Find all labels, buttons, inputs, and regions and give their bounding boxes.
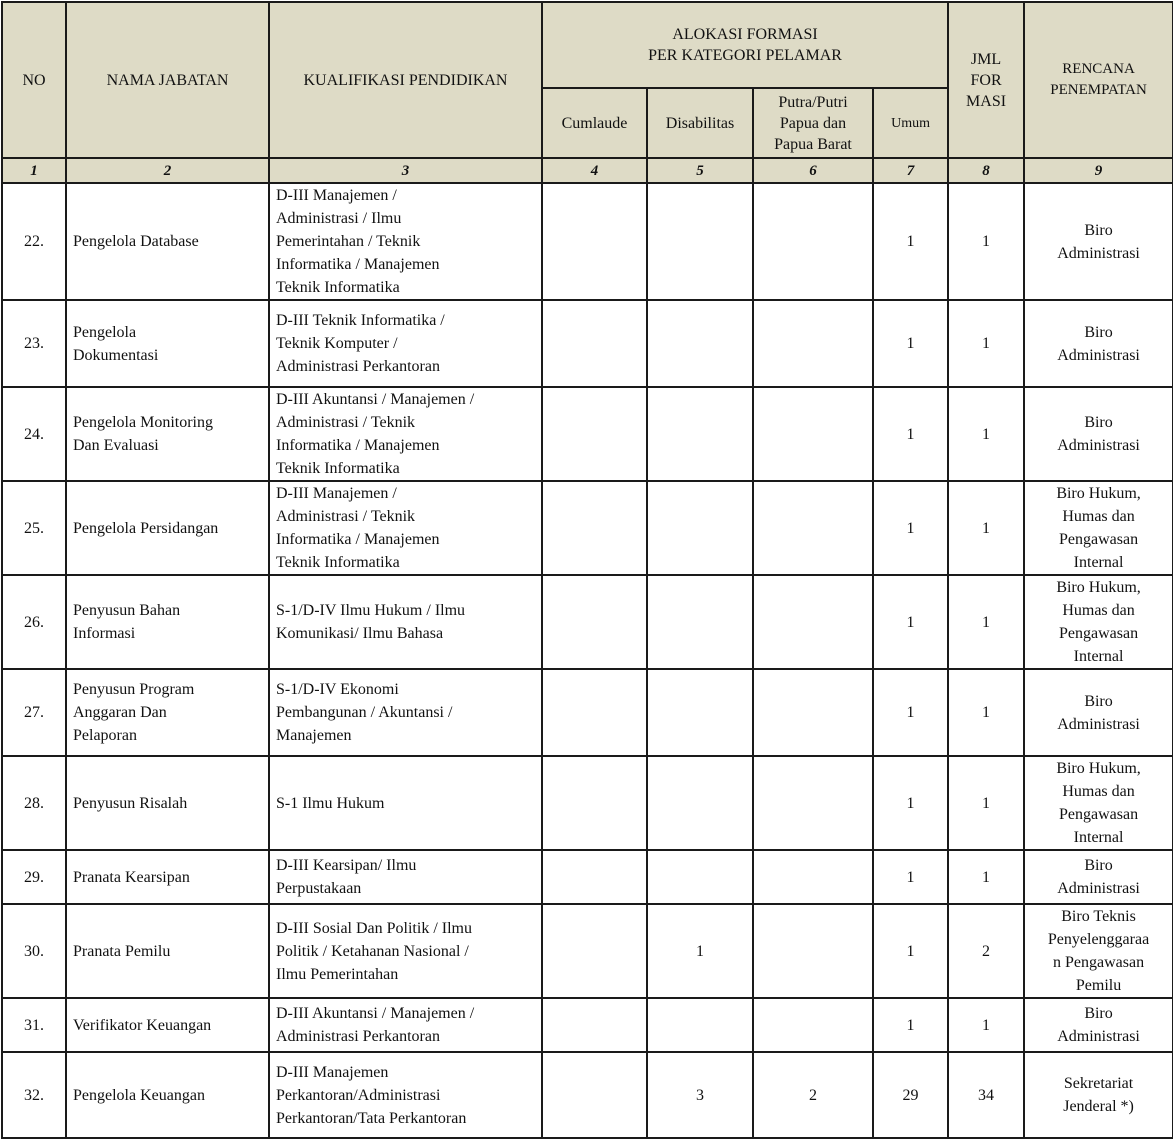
jml-formasi: 2 xyxy=(948,904,1024,998)
papua-count xyxy=(753,998,873,1052)
nama-jabatan-line: Informasi xyxy=(73,625,136,642)
nama-jabatan xyxy=(66,756,269,850)
kualifikasi-pendidikan-line: D-III Teknik Informatika / xyxy=(276,312,445,329)
row-number: 31. xyxy=(2,998,66,1052)
nama-jabatan-line: Anggaran Dan xyxy=(73,704,167,721)
disabilitas-count xyxy=(647,481,753,575)
kualifikasi-pendidikan-line: S-1/D-IV Ilmu Hukum / Ilmu xyxy=(276,602,466,619)
rencana-penempatan-line: Administrasi xyxy=(1057,346,1140,364)
rencana-penempatan xyxy=(1024,1052,1173,1138)
table-row xyxy=(2,756,1173,850)
nama-jabatan-line: Pengelola xyxy=(73,323,137,341)
kualifikasi-pendidikan-line: D-III Akuntansi / Manajemen / xyxy=(276,391,475,408)
jml-formasi: 1 xyxy=(948,183,1024,300)
jml-formasi: 1 xyxy=(948,998,1024,1052)
cumlaude-count xyxy=(542,756,647,850)
rencana-penempatan xyxy=(1024,481,1173,575)
rencana-penempatan-line: n Pengawasan xyxy=(1053,954,1145,971)
rencana-penempatan-line: Biro xyxy=(1084,323,1113,341)
kualifikasi-pendidikan-line: Perkantoran/Administrasi xyxy=(276,1086,441,1104)
disabilitas-count xyxy=(647,387,753,481)
rencana-penempatan-line: Biro xyxy=(1084,692,1113,710)
kualifikasi-pendidikan-line: D-III Kearsipan/ Ilmu xyxy=(276,857,417,874)
header-papua: Putra/Putri Papua dan Papua Barat xyxy=(753,88,873,158)
rencana-penempatan-line: Humas dan xyxy=(1062,783,1135,800)
nama-jabatan-line: Dokumentasi xyxy=(73,346,159,364)
papua-count xyxy=(753,575,873,669)
rencana-penempatan xyxy=(1024,850,1173,904)
kualifikasi-pendidikan-line: Teknik Informatika xyxy=(276,279,400,296)
rencana-penempatan-line: Biro xyxy=(1084,414,1113,431)
jml-formasi: 1 xyxy=(948,850,1024,904)
rencana-penempatan-line: Sekretariat xyxy=(1063,1075,1134,1092)
nama-jabatan-line: Dan Evaluasi xyxy=(73,437,159,454)
rencana-penempatan-line: Administrasi xyxy=(1057,715,1140,733)
rencana-penempatan xyxy=(1024,998,1173,1052)
rencana-penempatan xyxy=(1024,300,1173,387)
table-row xyxy=(2,1052,1173,1138)
row-number: 27. xyxy=(2,669,66,756)
kualifikasi-pendidikan-line: Administrasi Perkantoran xyxy=(276,1028,440,1045)
header-cumlaude: Cumlaude xyxy=(542,88,647,158)
nama-jabatan-line: Penyusun Program xyxy=(73,681,195,698)
rencana-penempatan-line: Humas dan xyxy=(1062,602,1135,619)
row-number: 24. xyxy=(2,387,66,481)
column-number: 2 xyxy=(66,158,269,183)
nama-jabatan-line: Pelaporan xyxy=(73,727,137,744)
kualifikasi-pendidikan xyxy=(269,387,542,481)
table-row xyxy=(2,387,1173,481)
table-row xyxy=(2,904,1173,998)
cumlaude-count xyxy=(542,300,647,387)
disabilitas-count xyxy=(647,756,753,850)
nama-jabatan xyxy=(66,300,269,387)
header-kualifikasi: KUALIFIKASI PENDIDIKAN xyxy=(269,2,542,158)
row-number: 26. xyxy=(2,575,66,669)
rencana-penempatan-line: Biro Hukum, xyxy=(1056,485,1141,502)
cumlaude-count xyxy=(542,481,647,575)
column-number: 4 xyxy=(542,158,647,183)
umum-count: 29 xyxy=(873,1052,948,1138)
kualifikasi-pendidikan-line: Politik / Ketahanan Nasional / xyxy=(276,942,469,960)
kualifikasi-pendidikan xyxy=(269,669,542,756)
rencana-penempatan-line: Biro Teknis xyxy=(1061,908,1136,925)
kualifikasi-pendidikan-line: Manajemen xyxy=(276,727,352,744)
rencana-penempatan xyxy=(1024,183,1173,300)
table-row xyxy=(2,183,1173,300)
jml-formasi: 1 xyxy=(948,387,1024,481)
umum-count: 1 xyxy=(873,183,948,300)
disabilitas-count xyxy=(647,183,753,300)
kualifikasi-pendidikan-line: Administrasi / Teknik xyxy=(276,508,416,525)
nama-jabatan xyxy=(66,1052,269,1138)
disabilitas-count: 3 xyxy=(647,1052,753,1138)
umum-count: 1 xyxy=(873,904,948,998)
cumlaude-count xyxy=(542,575,647,669)
rencana-penempatan-line: Internal xyxy=(1073,554,1124,571)
rencana-penempatan-line: Biro xyxy=(1084,1005,1113,1022)
kualifikasi-pendidikan-line: Perpustakaan xyxy=(276,880,362,897)
rencana-penempatan-line: Pengawasan xyxy=(1059,625,1139,642)
kualifikasi-pendidikan-line: Teknik Informatika xyxy=(276,460,400,477)
header-disabilitas: Disabilitas xyxy=(647,88,753,158)
kualifikasi-pendidikan-line: Administrasi Perkantoran xyxy=(276,358,440,375)
papua-count: 2 xyxy=(753,1052,873,1138)
column-number: 5 xyxy=(647,158,753,183)
row-number: 32. xyxy=(2,1052,66,1138)
table-row xyxy=(2,300,1173,387)
rencana-penempatan-line: Biro xyxy=(1084,857,1113,874)
kualifikasi-pendidikan xyxy=(269,481,542,575)
umum-count: 1 xyxy=(873,669,948,756)
nama-jabatan xyxy=(66,387,269,481)
rencana-penempatan-line: Administrasi xyxy=(1057,244,1140,262)
nama-jabatan xyxy=(66,998,269,1052)
table-row xyxy=(2,998,1173,1052)
kualifikasi-pendidikan-line: D-III Akuntansi / Manajemen / xyxy=(276,1005,475,1022)
kualifikasi-pendidikan-line: Perkantoran/Tata Perkantoran xyxy=(276,1109,467,1127)
rencana-penempatan-line: Penyelenggaraa xyxy=(1047,931,1150,948)
rencana-penempatan xyxy=(1024,387,1173,481)
formasi-table xyxy=(1,1,1173,1139)
disabilitas-count xyxy=(647,575,753,669)
jml-formasi: 1 xyxy=(948,300,1024,387)
rencana-penempatan xyxy=(1024,756,1173,850)
kualifikasi-pendidikan-line: Teknik Komputer / xyxy=(276,335,398,352)
kualifikasi-pendidikan-line: Informatika / Manajemen xyxy=(276,437,440,454)
row-number: 22. xyxy=(2,183,66,300)
header-umum: Umum xyxy=(873,88,948,158)
papua-count xyxy=(753,669,873,756)
disabilitas-count xyxy=(647,669,753,756)
header-rencana-penempatan: RENCANA PENEMPATAN xyxy=(1024,2,1173,158)
table-row xyxy=(2,575,1173,669)
kualifikasi-pendidikan-line: D-III Manajemen / xyxy=(276,187,397,204)
rencana-penempatan-line: Jenderal *) xyxy=(1063,1098,1134,1115)
kualifikasi-pendidikan-line: S-1/D-IV Ekonomi xyxy=(276,681,399,698)
umum-count: 1 xyxy=(873,481,948,575)
column-number-row xyxy=(2,158,1173,183)
cumlaude-count xyxy=(542,904,647,998)
row-number: 25. xyxy=(2,481,66,575)
jml-formasi: 1 xyxy=(948,669,1024,756)
rencana-penempatan-line: Humas dan xyxy=(1062,508,1135,525)
kualifikasi-pendidikan-line: Ilmu Pemerintahan xyxy=(276,965,399,983)
rencana-penempatan-line: Pengawasan xyxy=(1059,806,1139,823)
rencana-penempatan-line: Biro Hukum, xyxy=(1056,760,1141,777)
rencana-penempatan-line: Biro xyxy=(1084,221,1113,239)
column-number: 3 xyxy=(269,158,542,183)
rencana-penempatan xyxy=(1024,669,1173,756)
nama-jabatan xyxy=(66,669,269,756)
jml-formasi: 34 xyxy=(948,1052,1024,1138)
rencana-penempatan-line: Internal xyxy=(1073,648,1124,665)
papua-count xyxy=(753,183,873,300)
kualifikasi-pendidikan-line: Informatika / Manajemen xyxy=(276,531,440,548)
nama-jabatan-line: Pranata Kearsipan xyxy=(73,868,190,886)
nama-jabatan-line: Pengelola Monitoring xyxy=(73,414,213,431)
jml-formasi: 1 xyxy=(948,481,1024,575)
umum-count: 1 xyxy=(873,850,948,904)
column-number: 7 xyxy=(873,158,948,183)
umum-count: 1 xyxy=(873,998,948,1052)
kualifikasi-pendidikan-line: D-III Manajemen / xyxy=(276,485,397,502)
nama-jabatan xyxy=(66,183,269,300)
nama-jabatan-line: Penyusun Risalah xyxy=(73,794,188,812)
kualifikasi-pendidikan-line: Administrasi / Teknik xyxy=(276,414,416,431)
column-number: 9 xyxy=(1024,158,1173,183)
header-no: NO xyxy=(2,2,66,158)
rencana-penempatan-line: Internal xyxy=(1073,829,1124,846)
cumlaude-count xyxy=(542,850,647,904)
cumlaude-count xyxy=(542,1052,647,1138)
nama-jabatan-line: Verifikator Keuangan xyxy=(73,1016,212,1034)
umum-count: 1 xyxy=(873,387,948,481)
cumlaude-count xyxy=(542,998,647,1052)
nama-jabatan-line: Pengelola Persidangan xyxy=(73,519,219,537)
nama-jabatan xyxy=(66,481,269,575)
kualifikasi-pendidikan xyxy=(269,904,542,998)
kualifikasi-pendidikan-line: D-III Manajemen xyxy=(276,1063,389,1081)
kualifikasi-pendidikan xyxy=(269,850,542,904)
disabilitas-count xyxy=(647,300,753,387)
cumlaude-count xyxy=(542,669,647,756)
rencana-penempatan-line: Administrasi xyxy=(1057,437,1140,454)
papua-count xyxy=(753,387,873,481)
row-number: 30. xyxy=(2,904,66,998)
header-nama-jabatan: NAMA JABATAN xyxy=(66,2,269,158)
row-number: 28. xyxy=(2,756,66,850)
table-row xyxy=(2,481,1173,575)
kualifikasi-pendidikan xyxy=(269,998,542,1052)
umum-count: 1 xyxy=(873,300,948,387)
papua-count xyxy=(753,850,873,904)
row-number: 23. xyxy=(2,300,66,387)
rencana-penempatan-line: Pemilu xyxy=(1075,977,1122,994)
kualifikasi-pendidikan xyxy=(269,183,542,300)
nama-jabatan-line: Pranata Pemilu xyxy=(73,942,171,960)
rencana-penempatan xyxy=(1024,904,1173,998)
nama-jabatan xyxy=(66,850,269,904)
kualifikasi-pendidikan-line: Informatika / Manajemen xyxy=(276,256,440,273)
cumlaude-count xyxy=(542,387,647,481)
column-number: 6 xyxy=(753,158,873,183)
header-alokasi: ALOKASI FORMASI PER KATEGORI PELAMAR xyxy=(542,2,948,88)
kualifikasi-pendidikan-line: Teknik Informatika xyxy=(276,554,400,571)
rencana-penempatan-line: Administrasi xyxy=(1057,1028,1140,1045)
row-number: 29. xyxy=(2,850,66,904)
nama-jabatan xyxy=(66,904,269,998)
table-row xyxy=(2,669,1173,756)
column-number: 1 xyxy=(2,158,66,183)
rencana-penempatan-line: Administrasi xyxy=(1057,880,1140,897)
rencana-penempatan-line: Biro Hukum, xyxy=(1056,579,1141,596)
kualifikasi-pendidikan-line: D-III Sosial Dan Politik / Ilmu xyxy=(276,919,472,937)
kualifikasi-pendidikan-line: Pemerintahan / Teknik xyxy=(276,233,421,250)
umum-count: 1 xyxy=(873,756,948,850)
column-number: 8 xyxy=(948,158,1024,183)
disabilitas-count: 1 xyxy=(647,904,753,998)
nama-jabatan-line: Penyusun Bahan xyxy=(73,602,181,619)
kualifikasi-pendidikan-line: Pembangunan / Akuntansi / xyxy=(276,704,453,721)
disabilitas-count xyxy=(647,998,753,1052)
cumlaude-count xyxy=(542,183,647,300)
papua-count xyxy=(753,756,873,850)
kualifikasi-pendidikan-line: S-1 Ilmu Hukum xyxy=(276,794,385,812)
rencana-penempatan xyxy=(1024,575,1173,669)
kualifikasi-pendidikan-line: Administrasi / Ilmu xyxy=(276,210,402,227)
papua-count xyxy=(753,300,873,387)
kualifikasi-pendidikan xyxy=(269,1052,542,1138)
table-row xyxy=(2,850,1173,904)
header-jml-formasi: JML FOR MASI xyxy=(948,2,1024,158)
nama-jabatan-line: Pengelola Keuangan xyxy=(73,1086,205,1104)
jml-formasi: 1 xyxy=(948,575,1024,669)
kualifikasi-pendidikan-line: Komunikasi/ Ilmu Bahasa xyxy=(276,625,444,642)
table-body xyxy=(2,183,1173,1138)
nama-jabatan-line: Pengelola Database xyxy=(73,233,199,250)
kualifikasi-pendidikan xyxy=(269,575,542,669)
papua-count xyxy=(753,904,873,998)
umum-count: 1 xyxy=(873,575,948,669)
rencana-penempatan-line: Pengawasan xyxy=(1059,531,1139,548)
disabilitas-count xyxy=(647,850,753,904)
nama-jabatan xyxy=(66,575,269,669)
kualifikasi-pendidikan xyxy=(269,300,542,387)
kualifikasi-pendidikan xyxy=(269,756,542,850)
papua-count xyxy=(753,481,873,575)
jml-formasi: 1 xyxy=(948,756,1024,850)
